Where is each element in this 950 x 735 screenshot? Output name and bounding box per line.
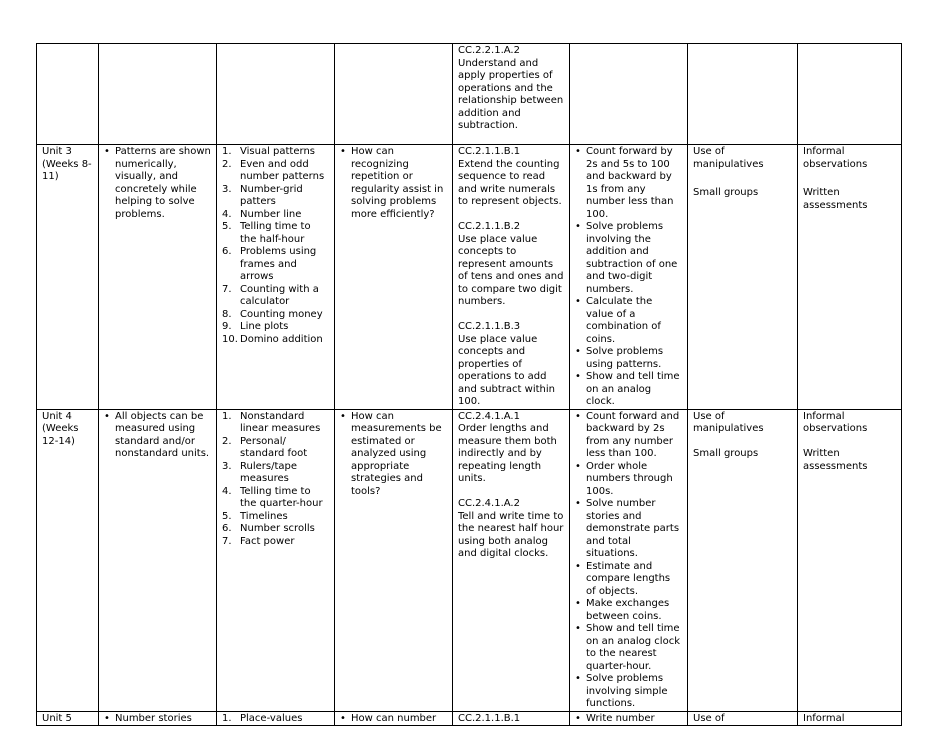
topic-text: Even and odd number patterns [240, 158, 325, 182]
topic-text: Place-values [240, 712, 303, 724]
topic-text: Counting money [240, 308, 323, 320]
topic-number: 8. [222, 308, 232, 320]
unit-cell [37, 409, 99, 711]
big-idea-item: • Patterns are shown numerically, visually, and concretely while helping to solve problems. [104, 146, 211, 221]
table-body [37, 44, 902, 726]
topics-list [222, 713, 329, 726]
assessment-cell [798, 44, 902, 145]
standards-cell [453, 409, 570, 711]
topic-text: Telling time to the half-hour [240, 221, 311, 245]
assessment-entry: Informal observations [803, 410, 868, 434]
topics-cell [217, 409, 335, 711]
topic-number: 7. [222, 283, 232, 295]
essential-question-cell [335, 711, 453, 726]
standard-code: CC.2.2.1.A.2 [458, 45, 520, 56]
standards-cell [453, 44, 570, 145]
spacer [803, 436, 896, 449]
unit-cell [37, 44, 99, 145]
skill-list [575, 411, 682, 711]
topic-item [222, 536, 329, 549]
topic-number: 4. [222, 485, 232, 497]
essential-question-list [340, 411, 447, 499]
big-idea-cell [99, 711, 217, 726]
topic-item [222, 284, 329, 309]
standard-block [458, 321, 564, 409]
topic-number: 10. [222, 333, 238, 345]
big-idea-list [104, 713, 211, 726]
strategy-cell [688, 409, 798, 711]
topic-text: Visual patterns [240, 146, 315, 157]
assessment-cell [798, 409, 902, 711]
assessment-cell [798, 145, 902, 410]
standard-text: Use place value concepts and properties of operations to add and subtract within 100. [458, 333, 555, 407]
skill-item: • Count forward and backward by 2s from any number less than 100. [575, 411, 682, 461]
assessment-entry: Informal observations [803, 146, 868, 170]
skill-item: • Calculate the value of a combination of coins. [575, 296, 682, 346]
topic-item [222, 184, 329, 209]
topic-text: Problems using frames and arrows [240, 246, 317, 282]
big-idea-list [104, 411, 211, 461]
standards-cell [453, 711, 570, 726]
big-idea-cell [99, 409, 217, 711]
topic-number: 1. [222, 146, 232, 157]
essential-question-cell [335, 44, 453, 145]
standard-text: Use place value concepts to represent amounts of tens and ones and to compare two digit numbers. [458, 233, 564, 307]
topic-text: Nonstandard linear measures [240, 410, 321, 434]
skill-cell [570, 711, 688, 726]
unit-label: Unit 3 (Weeks 8-11) [42, 146, 92, 182]
topics-cell [217, 145, 335, 410]
skill-item: • Solve number stories and demonstrate parts and total situations. [575, 498, 682, 561]
strategy-cell [688, 711, 798, 726]
essential-question-list [340, 146, 447, 221]
skill-item: • Estimate and compare lengths of objects. [575, 561, 682, 599]
strategy-entry: Small groups [693, 187, 759, 198]
topic-item [222, 461, 329, 486]
topic-number: 2. [222, 435, 232, 447]
topic-number: 6. [222, 246, 232, 257]
essential-question-item: • How can measurements be estimated or analyzed using appropriate strategies and tools? [340, 411, 447, 499]
topic-item [222, 159, 329, 184]
topic-text: Counting with a calculator [240, 283, 319, 307]
big-idea-list [104, 146, 211, 221]
standards-cell [453, 145, 570, 410]
table-row [37, 711, 902, 726]
topics-cell [217, 711, 335, 726]
table-row [37, 409, 902, 711]
topic-item [222, 309, 329, 322]
skill-cell [570, 145, 688, 410]
assessment-cell [798, 711, 902, 726]
big-idea-cell [99, 44, 217, 145]
table-row [37, 44, 902, 145]
standard-block [458, 713, 564, 726]
essential-question-cell [335, 409, 453, 711]
topic-text: Fact power [240, 535, 295, 547]
curriculum-table [36, 43, 902, 726]
table-row [37, 145, 902, 410]
strategy-cell [688, 145, 798, 410]
skill-cell [570, 409, 688, 711]
big-idea-item: • Number stories [104, 713, 211, 726]
topic-text: Timelines [240, 510, 288, 522]
standard-code: CC.2.1.1.B.3 [458, 321, 521, 332]
topic-item [222, 146, 329, 159]
topic-item [222, 209, 329, 222]
essential-question-item: • How can number [340, 713, 447, 726]
assessment-entry: Written assessments [803, 448, 868, 472]
standard-block [458, 498, 564, 561]
strategy-entry: Use of [693, 712, 725, 724]
unit-cell [37, 711, 99, 726]
standard-text: Understand and apply properties of operations and the relationship between addition and subtraction. [458, 57, 564, 131]
topic-item [222, 321, 329, 334]
skill-item: • Solve problems using patterns. [575, 346, 682, 371]
unit-cell [37, 145, 99, 410]
skill-item: • Write number [575, 713, 682, 726]
standard-block [458, 221, 564, 309]
topic-text: Line plots [240, 321, 289, 332]
skill-item: • Show and tell time on an analog clock to the nearest quarter-hour. [575, 623, 682, 673]
topic-number: 2. [222, 158, 232, 170]
assessment-entry: Informal [803, 712, 845, 724]
topic-number: 9. [222, 321, 232, 332]
assessment-entry: Written assessments [803, 187, 868, 211]
topic-number: 6. [222, 523, 232, 534]
essential-question-item: • How can recognizing repetition or regularity assist in solving problems more efficiently? [340, 146, 447, 221]
skill-list [575, 146, 682, 409]
topic-item [222, 411, 329, 436]
strategy-entry: Use of manipulatives [693, 146, 764, 170]
big-idea-cell [99, 145, 217, 410]
topic-text: Number line [240, 208, 302, 220]
standard-code: CC.2.1.1.B.2 [458, 221, 521, 232]
skill-item: • Show and tell time on an analog clock. [575, 371, 682, 409]
topic-text: Domino addition [240, 333, 323, 345]
unit-label: Unit 4 (Weeks 12-14) [42, 410, 79, 447]
topic-item [222, 486, 329, 511]
skill-item: • Make exchanges between coins. [575, 598, 682, 623]
standard-block [458, 45, 564, 133]
unit-label: Unit 5 [42, 712, 72, 724]
standard-code: CC.2.4.1.A.2 [458, 498, 520, 509]
topic-text: Personal/ standard foot [240, 435, 308, 459]
standard-text: Extend the counting sequence to read and write numerals to represent objects. [458, 158, 562, 207]
topic-number: 1. [222, 410, 232, 422]
skill-item: • Solve problems involving simple functions. [575, 673, 682, 711]
skill-cell [570, 44, 688, 145]
standard-code: CC.2.1.1.B.1 [458, 146, 521, 157]
topic-item [222, 523, 329, 536]
essential-question-list [340, 713, 447, 726]
topic-number: 7. [222, 535, 232, 547]
skill-item: • Order whole numbers through 100s. [575, 461, 682, 499]
topic-number: 5. [222, 510, 232, 522]
standard-code: CC.2.1.1.B.1 [458, 712, 521, 724]
topic-text: Number scrolls [240, 523, 315, 534]
topic-item [222, 713, 329, 726]
spacer [693, 436, 792, 449]
topic-number: 4. [222, 208, 232, 220]
topic-number: 3. [222, 460, 232, 472]
topic-number: 5. [222, 221, 232, 232]
topic-item [222, 436, 329, 461]
spacer [693, 171, 792, 187]
essential-question-cell [335, 145, 453, 410]
topics-cell [217, 44, 335, 145]
strategy-entry: Small groups [693, 448, 759, 459]
big-idea-item: • All objects can be measured using standard and/or nonstandard units. [104, 411, 211, 461]
topics-list [222, 146, 329, 346]
spacer [803, 171, 896, 187]
topic-text: Rulers/tape measures [240, 460, 298, 484]
topic-item [222, 221, 329, 246]
topic-number: 3. [222, 183, 232, 195]
topic-item [222, 511, 329, 524]
strategy-cell [688, 44, 798, 145]
topic-item [222, 246, 329, 284]
topic-text: Telling time to the quarter-hour [240, 485, 323, 509]
skill-item: • Count forward by 2s and 5s to 100 and backward by 1s from any number less than 100. [575, 146, 682, 221]
standard-text: Order lengths and measure them both indirectly and by repeating length units. [458, 423, 557, 484]
topic-text: Number-grid patters [240, 183, 303, 207]
standard-code: CC.2.4.1.A.1 [458, 410, 520, 422]
topic-item [222, 334, 329, 347]
standard-block [458, 411, 564, 486]
topics-list [222, 411, 329, 549]
topic-number: 1. [222, 712, 232, 724]
skill-list [575, 713, 682, 726]
skill-item: • Solve problems involving the addition and subtraction of one and two-digit numbers. [575, 221, 682, 296]
standard-block [458, 146, 564, 209]
strategy-entry: Use of manipulatives [693, 410, 764, 434]
standard-text: Tell and write time to the nearest half hour using both analog and digital clocks. [458, 510, 564, 559]
